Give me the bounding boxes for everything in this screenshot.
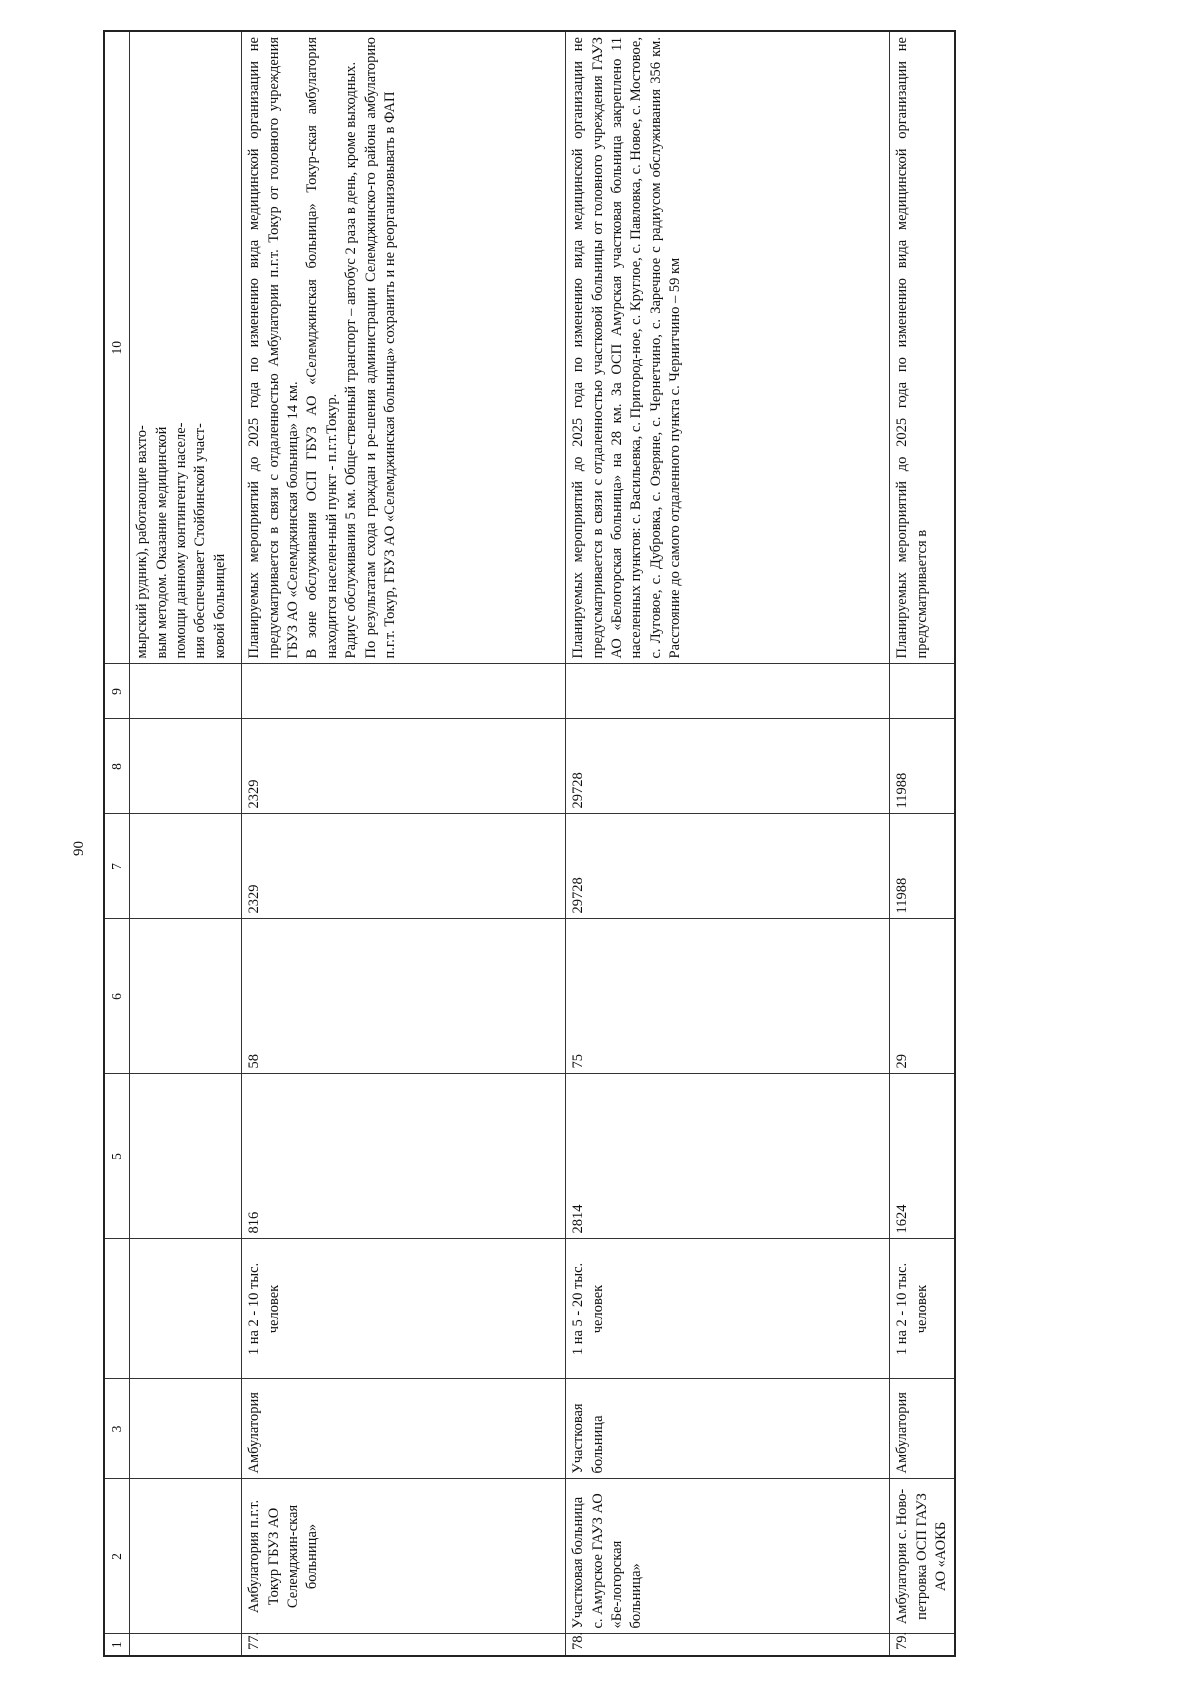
value-col6: 29 <box>890 919 956 1074</box>
col-header: 6 <box>104 919 130 1074</box>
header-row <box>104 31 130 1656</box>
facility-type: Участковая больница <box>566 1379 890 1479</box>
facility-type: Амбулатория <box>242 1379 566 1479</box>
table-row <box>566 31 890 1656</box>
value-col5: 2814 <box>566 1074 890 1239</box>
col-header: 3 <box>104 1379 130 1479</box>
facility-name: Амбулатория с. Ново-петровка ОСП ГАУЗ АО «АОКБ <box>890 1479 956 1634</box>
value-col8: 11988 <box>890 719 956 814</box>
facility-name <box>130 1479 242 1634</box>
value-col8 <box>130 719 242 814</box>
table-row <box>890 31 956 1656</box>
value-col9 <box>130 664 242 719</box>
rotated-page <box>103 32 1071 1657</box>
note-text: Планируемых мероприятий до 2025 года по изменению вида медицинской организации не предусматривается в связи с отдаленностью Амбулатории п.г.т. Токур от головного учреждения ГБУЗ АО «Селемджинская больница» 14 км. В зоне обслуживания ОСП ГБУЗ АО «Селемджинская больница» Токур-ская амбулатория находится населен-ный пункт - п.г.т.Токур. Радиус обслуживания 5 км. Обще-ственный транспорт – автобус 2 раза в день, кроме выходных. По результатам схода граждан и ре-шения администрации Селемджинско-го района амбулаторию п.г.т. Токур, ГБУЗ АО «Селемджинская больница» сохранить и не реорганизовывать в ФАП <box>242 31 566 664</box>
value-col7: 2329 <box>242 814 566 919</box>
col-header: 10 <box>104 31 130 664</box>
value-col5 <box>130 1074 242 1239</box>
value-col7 <box>130 814 242 919</box>
facility-norm: 1 на 5 - 20 тыс. человек <box>566 1239 890 1379</box>
col-header: 5 <box>104 1074 130 1239</box>
facility-norm <box>130 1239 242 1379</box>
value-col6: 75 <box>566 919 890 1074</box>
facility-name: Амбулатория п.г.т. Токур ГБУЗ АО Селемджин-ская больница» <box>242 1479 566 1634</box>
facilities-table <box>103 30 956 1657</box>
col-header <box>104 1239 130 1379</box>
row-number: 79. <box>890 1634 956 1656</box>
row-number: 77. <box>242 1634 566 1656</box>
facility-norm: 1 на 2 - 10 тыс. человек <box>242 1239 566 1379</box>
page-number: 90 <box>71 841 87 856</box>
value-col7: 29728 <box>566 814 890 919</box>
value-col8: 29728 <box>566 719 890 814</box>
facility-name: Участковая больница с. Амурское ГАУЗ АО «Бе-логорская больница» <box>566 1479 890 1634</box>
facility-norm: 1 на 2 - 10 тыс. человек <box>890 1239 956 1379</box>
col-header: 2 <box>104 1479 130 1634</box>
note-text: Планируемых мероприятий до 2025 года по изменению вида медицинской организации не предусматривается в <box>890 31 956 664</box>
note-text: мырский рудник), работающие вахто- вым методом. Оказание медицинской помощи данному контингенту населе- ния обеспечивает Стойбинской участ- ковой больницей <box>130 31 242 664</box>
facility-type <box>130 1379 242 1479</box>
value-col5: 816 <box>242 1074 566 1239</box>
value-col8: 2329 <box>242 719 566 814</box>
row-number: 78. <box>566 1634 890 1656</box>
value-col9 <box>566 664 890 719</box>
value-col9 <box>890 664 956 719</box>
note-text: Планируемых мероприятий до 2025 года по изменению вида медицинской организации не предусматривается в связи с отдаленностью участковой больницы от головного учреждения ГАУЗ АО «Белогорская больница» на 28 км. За ОСП Амурская участковая больница закреплено 11 населенных пунктов: с. Васильевка, с. Пригород-ное, с. Круглое, с. Павловка, с. Новое, с. Мостовое, с. Луговое, с. Дубровка, с. Озеряне, с. Чернетчино, с. Заречное с радиусом обслуживания 356 км. Расстояние до самого отдаленного пункта с. Чернитчино – 59 км <box>566 31 890 664</box>
value-col9 <box>242 664 566 719</box>
value-col6 <box>130 919 242 1074</box>
value-col6: 58 <box>242 919 566 1074</box>
table-row <box>130 31 242 1656</box>
value-col5: 1624 <box>890 1074 956 1239</box>
col-header: 7 <box>104 814 130 919</box>
col-header: 9 <box>104 664 130 719</box>
table-row <box>242 31 566 1656</box>
col-header: 8 <box>104 719 130 814</box>
row-number <box>130 1634 242 1656</box>
col-header: 1 <box>104 1634 130 1656</box>
value-col7: 11988 <box>890 814 956 919</box>
facility-type: Амбулатория <box>890 1379 956 1479</box>
